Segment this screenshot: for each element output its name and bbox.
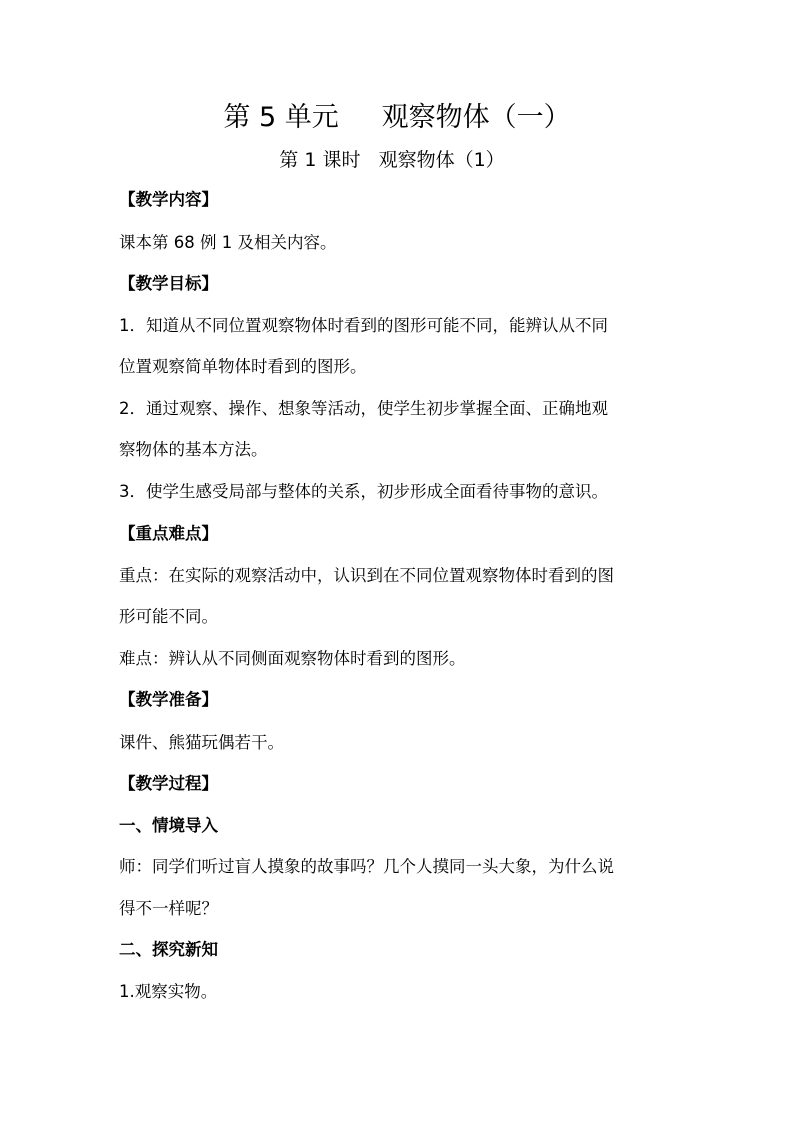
- process-heading-intro: 一、情境导入: [119, 816, 218, 835]
- section-heading-process: 【教学过程】: [119, 774, 218, 793]
- objective-line: 察物体的基本方法。: [119, 440, 268, 459]
- lesson-subtitle: 第 1 课时 观察物体（1）: [279, 149, 505, 171]
- section-heading-objectives: 【教学目标】: [119, 274, 218, 293]
- objective-line: 1．知道从不同位置观察物体时看到的图形可能不同，能辨认从不同: [119, 316, 608, 335]
- section-heading-preparation: 【教学准备】: [119, 690, 218, 709]
- section-heading-key-points: 【重点难点】: [119, 524, 218, 543]
- content-line: 课本第 68 例 1 及相关内容。: [119, 233, 337, 252]
- key-point-line: 重点：在实际的观察活动中，认识到在不同位置观察物体时看到的图: [119, 566, 614, 585]
- process-line: 1.观察实物。: [119, 982, 218, 1001]
- objective-line: 2．通过观察、操作、想象等活动，使学生初步掌握全面、正确地观: [119, 399, 608, 418]
- key-point-line: 难点：辨认从不同侧面观察物体时看到的图形。: [119, 649, 466, 668]
- key-point-line: 形可能不同。: [119, 607, 218, 626]
- preparation-line: 课件、熊猫玩偶若干。: [119, 733, 284, 752]
- process-line: 得不一样呢？: [119, 899, 218, 918]
- process-line: 师：同学们听过盲人摸象的故事吗？几个人摸同一头大象，为什么说: [119, 857, 614, 876]
- objective-line: 位置观察简单物体时看到的图形。: [119, 357, 367, 376]
- process-heading-explore: 二、探究新知: [119, 940, 218, 959]
- objective-line: 3．使学生感受局部与整体的关系，初步形成全面看待事物的意识。: [119, 482, 608, 501]
- section-heading-content: 【教学内容】: [119, 190, 218, 209]
- page-title: 第 5 单元 观察物体（一）: [223, 102, 571, 133]
